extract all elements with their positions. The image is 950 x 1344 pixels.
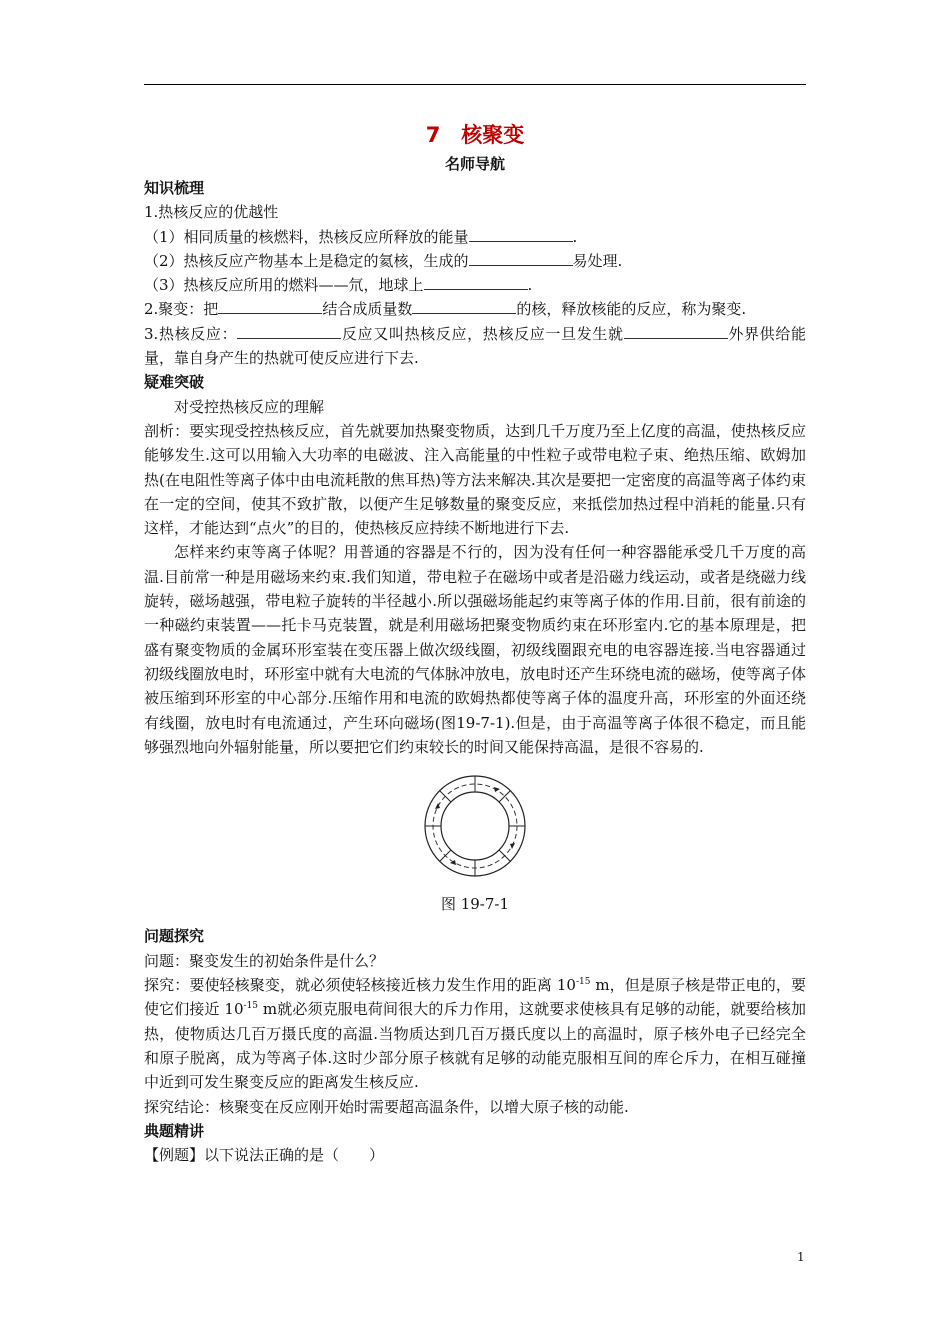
tokamak-figure: [144, 771, 806, 888]
item-1-3: （3）热核反应所用的燃料——氘，地球上 .: [144, 276, 533, 295]
toroid-diagram: [420, 771, 530, 881]
item-2: 2.聚变：把 结合成质量数 的核，释放核能的反应，称为聚变.: [144, 300, 747, 319]
item-1: 1.热核反应的优越性: [144, 203, 279, 222]
section-heading-knowledge: 知识梳理: [144, 179, 205, 197]
section-heading-difficulty: 疑难突破: [144, 373, 205, 392]
fill-blank: [412, 299, 516, 314]
figure-caption: 图 19-7-1: [440, 895, 510, 914]
section-heading-examples: 典题精讲: [144, 1121, 205, 1140]
fill-blank: [469, 251, 573, 266]
explore-paragraph: 探究：要使轻核聚变，就必须使轻核接近核力发生作用的距离 $10^{-15}$ m，但是原子核是带正电的，要使它们接近 $10^{-15}$ m就必须克服电荷间很大的斥力作用，这就要求使核具有足够的动能，就要给核加热，使物质达几百万摄氏度的高温.当物质达到几百万摄氏度以上的高温时，原子核外电子已经完全和原子脱离，成为等离子体.这时少部分原子核就有足够的动能克服相互间的库仑斥力，在相互碰撞中近到可发生聚变反应的距离发生核反应.: [144, 976, 807, 1092]
fill-blank: [469, 227, 573, 242]
header-rule: [144, 84, 806, 85]
page-number: 1: [797, 1250, 805, 1264]
page-title: 7 核聚变: [425, 123, 525, 147]
question-line: 问题：聚变发生的初始条件是什么？: [144, 951, 385, 970]
section-heading-inquiry: 问题探究: [144, 927, 205, 946]
fill-blank: [218, 299, 322, 314]
confinement-paragraph: 怎样来约束等离子体呢？用普通的容器是不行的，因为没有任何一种容器能承受几千万度的高温.目前常一种是用磁场来约束.我们知道，带电粒子在磁场中或者是沿磁力线运动，或者是绕磁力线旋转，磁场越强，带电粒子旋转的半径越小.所以强磁场能起约束等离子体的作用.目前，很有前途的一种磁约束装置——托卡马克装置，就是利用磁场把聚变物质约束在环形室内.它的基本原理是，把盛有聚变物质的金属环形室装在变压器上做次级线圈，初级线圈跟充电的电容器连接.当电容器通过初级线圈放电时，环形室中就有大电流的气体脉冲放电，放电时还产生环绕电流的磁场，使等离子体被压缩到环形室的中心部分.压缩作用和电流的欧姆热都使等离子体的温度升高，环形室的外面还绕有线圈，放电时有电流通过，产生环向磁场(图19-7-1).但是，由于高温等离子体很不稳定，而且能够强烈地向外辐射能量，所以要把它们约束较长的时间又能保持高温，是很不容易的.: [144, 543, 806, 756]
document-body: [144, 118, 806, 1167]
analysis-paragraph: 剖析：要实现受控热核反应，首先就要加热聚变物质，达到几千万度乃至上亿度的高温，使热核反应能够发生.这可以用输入大功率的电磁波、注入高能量的中性粒子或带电粒子束、绝热压缩、欧姆加热(在电阻性等离子体中由电流耗散的焦耳热)等方法来解决.其次是要把一定密度的高温等离子体约束在一定的空间，使其不致扩散，以便产生足够数量的聚变反应，来抵偿加热过程中消耗的能量.只有这样，才能达到“点火”的目的，使热核反应持续不断地进行下去.: [144, 421, 806, 538]
example-line: 【例题】以下说法正确的是（ ）: [144, 1146, 385, 1165]
page-subtitle: 名师导航: [444, 155, 505, 173]
item-1-2: （2）热核反应产物基本上是稳定的氦核，生成的 易处理.: [144, 251, 623, 270]
fill-blank: [424, 275, 528, 290]
fill-blank: [237, 324, 341, 339]
item-3: 3.热核反应： 反应又叫热核反应，热核反应一旦发生就 外界供给能量，靠自身产生的热就可使反应进行下去.: [144, 324, 806, 368]
item-1-1: （1）相同质量的核燃料，热核反应所释放的能量 .: [144, 227, 578, 246]
conclusion-line: 探究结论：核聚变在反应刚开始时需要超高温条件，以增大原子核的动能.: [144, 1097, 629, 1116]
fill-blank: [624, 324, 728, 339]
topic-line: 对受控热核反应的理解: [174, 397, 325, 416]
